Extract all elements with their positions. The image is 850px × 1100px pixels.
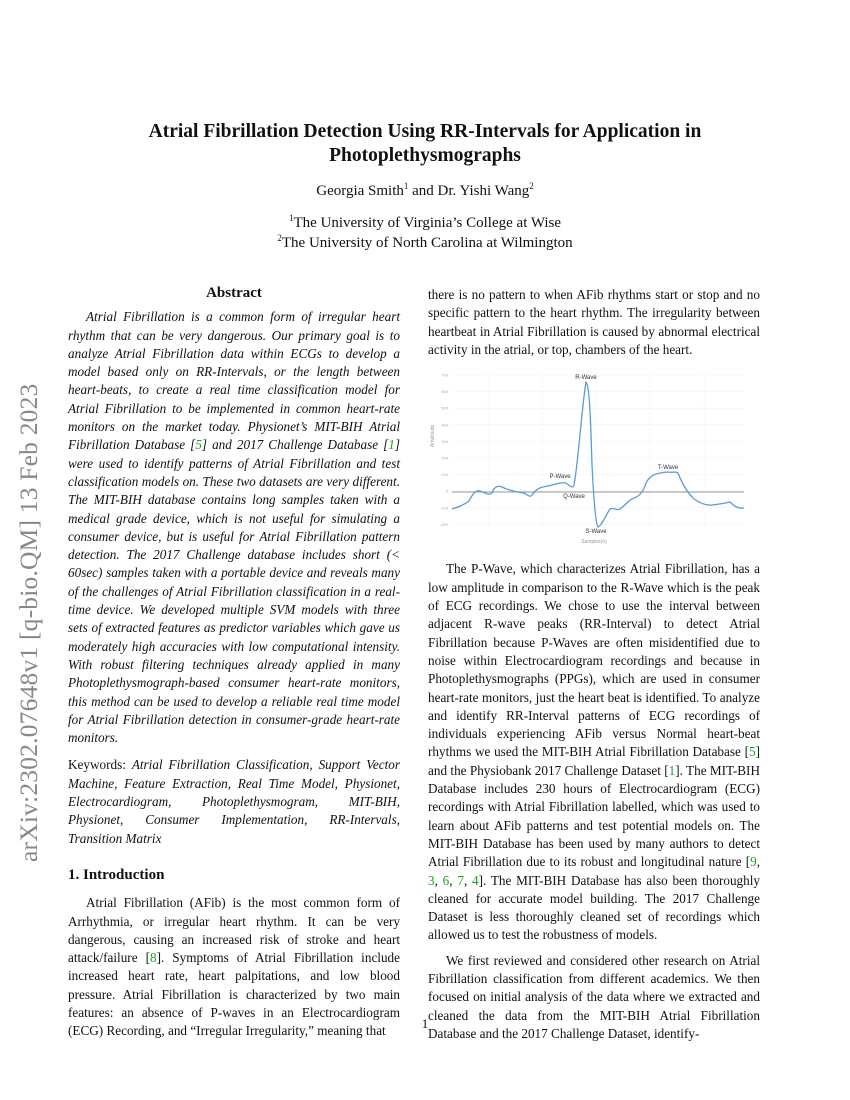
q-wave-label: Q-Wave bbox=[563, 494, 585, 501]
paragraph: We first reviewed and considered other research on Atrial Fibrillation classification from different academics. We then focused on initial analysis of the data where we extracted and cleaned the data from the MIT-BIH Atrial Fibrillation Database and the 2017 Challenge Dataset, identify- bbox=[428, 952, 760, 1041]
affiliation-2 bbox=[60, 233, 790, 252]
affiliation-1 bbox=[60, 213, 790, 232]
text: Atrial Fibrillation (AFib) is the most common form of Arrhythmia, or irregular heart rhythm. It can be very dangerous, causing an increased risk of stroke and heart attack/failure [ bbox=[68, 895, 400, 966]
y-axis-label: Amplitude bbox=[430, 424, 436, 448]
section-heading: 1. Introduction bbox=[68, 866, 165, 883]
p-wave-label: P-Wave bbox=[549, 474, 571, 481]
text: The P-Wave, which characterizes Atrial Fibrillation, has a low amplitude in comparison to the R-Wave which is the peak of ECG recordings. We chose to use the interval between adjacent R-wave peaks (RR-Interval) to detect Atrial Fibrillation because P-Waves are often misidentified due to noise within Electrocardiogram recordings and because in Photoplethysmographs (PPGs), which are used in consumer heart-rate monitors, just the heart beat is identified. To analyze and identify RR-Interval patterns of ECG recordings of individuals experiencing AFib versus Normal heart-beat rhythms we used the MIT-BIH Atrial Fibrillation Database [ bbox=[428, 561, 760, 760]
affiliation-marker: 1 bbox=[403, 181, 409, 191]
citation-list: 9, 3, 6, 7, 4 bbox=[428, 854, 760, 888]
text: ] and the Physiobank 2017 Challenge Dataset [ bbox=[428, 744, 760, 778]
authors bbox=[60, 181, 790, 200]
citation-link[interactable]: 6 bbox=[442, 872, 450, 888]
y-tick-label: -100 bbox=[439, 505, 448, 511]
y-tick-label: 100 bbox=[441, 472, 448, 478]
y-tick-label: 300 bbox=[441, 439, 448, 445]
text: ]. Symptoms of Atrial Fibrillation include increased heart rate, heart palpitations, and low blood pressure. Atrial Fibrillation is characterized by two main features: an absence of P-waves in an Electrocardiogram (ECG) Recording, and “Irregular Irregularity,” meaning that bbox=[68, 950, 400, 1039]
r-wave-label: R-Wave bbox=[575, 375, 597, 382]
abstract-text bbox=[68, 308, 400, 747]
affiliation-marker: 2 bbox=[277, 233, 282, 243]
citation-link[interactable]: 5 bbox=[749, 744, 756, 760]
s-wave-label: S-Wave bbox=[585, 529, 607, 536]
left-column bbox=[68, 284, 400, 1041]
text: Atrial Fibrillation is a common form of irregular heart rhythm that can be very dangerous. Our primary goal is to analyze Atrial Fibrillation data within ECGs to develop a model based only on RR-Intervals, or the length between heart-beats, to create a real time classification model for Atrial Fibrillation to be implemented in common heart-rate monitors on the market today. Physionet’s MIT-BIH Atrial Fibrillation Database [ bbox=[68, 309, 400, 453]
y-tick-label: 400 bbox=[441, 422, 448, 428]
y-tick-label: -200 bbox=[439, 522, 448, 528]
citation-link[interactable]: 5 bbox=[195, 437, 202, 453]
affiliation-text: The University of Virginia’s College at Wise bbox=[293, 215, 562, 231]
author-conjunction: and bbox=[408, 183, 438, 199]
citation-link[interactable]: 9 bbox=[750, 854, 757, 870]
keywords-label: Keywords: bbox=[68, 757, 132, 773]
citation-link[interactable]: 1 bbox=[668, 762, 676, 778]
keywords-text: Atrial Fibrillation Classification, Support Vector Machine, Feature Extraction, Real Time Model, Physionet, Electrocardiogram, Photoplethysmogram, MIT-BIH, Physionet, Consumer Implementation, RR-Intervals, Transition Matrix bbox=[68, 757, 400, 846]
page-number: 1 bbox=[421, 1016, 429, 1031]
affiliation-marker: 2 bbox=[529, 181, 534, 191]
text: ]. The MIT-BIH Database includes 230 hours of Electrocardiogram (ECG) recordings with Atrial Fibrillation labelled, which was used to learn about AFib patterns and test potential models on. The MIT-BIH Database has been used by many authors to detect Atrial Fibrillation due to its robust and longitudinal nature [ bbox=[428, 762, 760, 870]
y-tick-label: 500 bbox=[441, 405, 448, 411]
citation-link[interactable]: 7 bbox=[457, 872, 464, 888]
keywords bbox=[68, 756, 400, 847]
text: ] were used to identify patterns of Atrial Fibrillation and test classification models on. These two datasets are very different. The MIT-BIH database contains long samples taken with a medical grade device, which is not useful for simulating a consumer device, but is useful for Atrial Fibrillation pattern detection. The 2017 Challenge database includes short (< 60sec) samples taken with a portable device and reveals many of the challenges of Atrial Fibrillation classification in a real-time device. We developed multiple SVM models with three sets of extracted features as predictor variables which gave us moderately high accuracies with low computational intensity. With robust filtering techniques already applied in many Photoplethysmograph-based consumer heart-rate monitors, this method can be used to develop a reliable real time model for Atrial Fibrillation detection in consumer-grade heart-rate monitors. bbox=[68, 437, 400, 746]
abstract-heading: Abstract bbox=[206, 285, 262, 301]
y-tick-label: 600 bbox=[441, 389, 448, 395]
y-tick-label: 0 bbox=[445, 488, 448, 494]
affiliation-text: The University of North Carolina at Wilmington bbox=[281, 235, 573, 251]
citation-link[interactable]: 8 bbox=[149, 950, 157, 966]
citation-link[interactable]: 3 bbox=[428, 872, 435, 888]
citation-link[interactable]: 4 bbox=[472, 872, 479, 888]
arxiv-identifier: arXiv:2302.07648v1 [q-bio.QM] 13 Feb 2023 bbox=[14, 383, 43, 862]
y-tick-label: 200 bbox=[441, 455, 448, 461]
citation-link[interactable]: 1 bbox=[388, 437, 395, 453]
ecg-trace bbox=[452, 382, 744, 527]
author-name: Dr. Yishi Wang bbox=[437, 183, 530, 199]
text: ]. The MIT-BIH Database has also been thoroughly cleaned for accurate model building. The 2017 Challenge Dataset is less thoroughly cleaned set of recordings which allowed us to test the robustness of models. bbox=[428, 872, 761, 943]
affiliation-marker: 1 bbox=[288, 213, 294, 223]
paragraph: there is no pattern to when AFib rhythms start or stop and no specific pattern to the heart rhythm. The irregularity between heartbeat in Atrial Fibrillation is caused by abnormal electrical activity in the atrial, or top, chambers of the heart. bbox=[428, 287, 760, 357]
author-name: Georgia Smith bbox=[316, 183, 404, 199]
x-axis-label: Samples(n) bbox=[581, 539, 607, 546]
paper-title: Atrial Fibrillation Detection Using RR-Intervals for Application in Photoplethysmographs bbox=[148, 121, 702, 166]
right-column bbox=[428, 286, 760, 1043]
paragraph bbox=[428, 560, 760, 944]
text: ] and 2017 Challenge Database [ bbox=[201, 437, 389, 453]
t-wave-label: T-Wave bbox=[657, 465, 679, 472]
ecg-figure bbox=[428, 365, 760, 545]
y-tick-label: 700 bbox=[441, 372, 448, 378]
